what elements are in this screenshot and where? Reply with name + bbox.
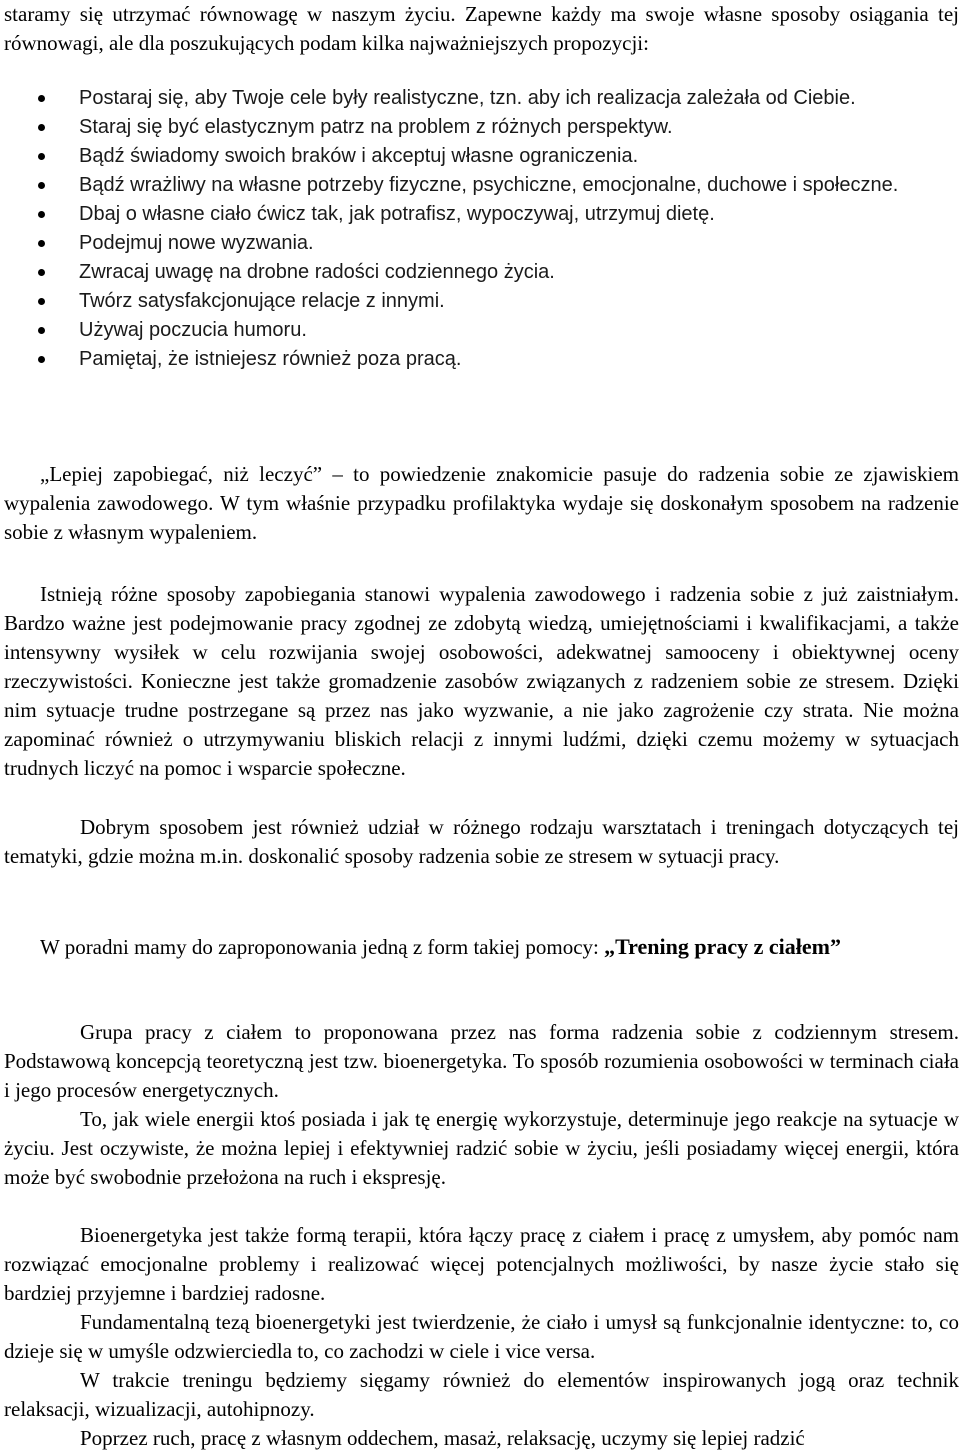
bullet-icon: [38, 211, 45, 218]
list-item: [0, 287, 960, 316]
body-paragraph: Poprzez ruch, pracę z własnym oddechem, masaż, relaksację, uczymy się lepiej radzić: [80, 1426, 805, 1450]
bullet-icon: [38, 153, 45, 160]
list-item: [0, 142, 960, 171]
list-item: [0, 84, 960, 113]
bullet-icon: [38, 298, 45, 305]
list-item: [0, 258, 960, 287]
list-item-text: Używaj poczucia humoru.: [79, 319, 307, 341]
list-item: [0, 345, 960, 374]
tips-list: [0, 84, 960, 374]
methods-paragraph: Istnieją różne sposoby zapobiegania stanowi wypalenia zawodowego i radzenia sobie z już zaistniałym. Bardzo ważne jest podejmowanie pracy zgodnej ze zdobytą wiedzą, umiejętnościami i kwalifikacjami, a także intensywny wysiłek w celu rozwijania swojej osobowości, adekwatnej samooceny i obiektywnej oceny rzeczywistości. Konieczne jest także gromadzenie zasobów związanych z radzeniem sobie ze stresem. Dzięki nim sytuacje trudne postrzegane są przez nas jako wyzwanie, a nie jako zagrożenie czy strata. Nie można zapominać również o utrzymywaniu bliskich relacji z innymi ludźmi, dzięki czemu możemy w sytuacjach trudnych liczyć na pomoc i wsparcie społeczne.: [4, 582, 959, 780]
list-item-text: Staraj się być elastycznym patrz na problem z różnych perspektyw.: [79, 116, 673, 138]
bullet-icon: [38, 269, 45, 276]
list-item: [0, 113, 960, 142]
body-paragraph: Fundamentalną tezą bioenergetyki jest twierdzenie, że ciało i umysł są funkcjonalnie identyczne: to, co dzieje się w umyśle odzwierciedla to, co zachodzi w ciele i vice versa.: [4, 1310, 959, 1363]
list-item: [0, 171, 960, 200]
list-item-text: Bądź wrażliwy na własne potrzeby fizyczne, psychiczne, emocjonalne, duchowe i społeczne.: [79, 174, 899, 196]
list-item-text: Bądź świadomy swoich braków i akceptuj własne ograniczenia.: [79, 145, 639, 167]
body-paragraph: To, jak wiele energii ktoś posiada i jak tę energię wykorzystuje, determinuje jego reakcje na sytuacje w życiu. Jest oczywiste, że można lepiej i efektywniej radzić sobie w życiu, jeśli posiadamy więcej energii, która może być swobodnie przełożona na ruch i ekspresję.: [4, 1107, 959, 1189]
list-item-text: Twórz satysfakcjonujące relacje z innymi.: [79, 290, 445, 312]
bullet-icon: [38, 182, 45, 189]
list-item-text: Pamiętaj, że istniejesz również poza pracą.: [79, 348, 462, 370]
body-paragraph: Bioenergetyka jest także formą terapii, która łączy pracę z ciałem i pracę z umysłem, aby pomóc nam rozwiązać emocjonalne problemy i realizować więcej potencjalnych możliwości, by nasze życie stało się bardziej przyjemne i bardziej radosne.: [4, 1223, 959, 1305]
list-item-text: Dbaj o własne ciało ćwicz tak, jak potrafisz, wypoczywaj, utrzymuj dietę.: [79, 203, 715, 225]
body-paragraph: W trakcie treningu będziemy sięgamy również do elementów inspirowanych jogą oraz technik relaksacji, wizualizacji, autohipnozy.: [4, 1368, 959, 1421]
list-item-text: Zwracaj uwagę na drobne radości codziennego życia.: [79, 261, 555, 283]
list-item: [0, 316, 960, 345]
offer-paragraph: [4, 932, 959, 962]
bullet-icon: [38, 327, 45, 334]
workshops-paragraph: Dobrym sposobem jest również udział w różnego rodzaju warsztatach i treningach dotyczących tej tematyki, gdzie można m.in. doskonalić sposoby radzenia sobie ze stresem w sytuacji pracy.: [4, 815, 959, 868]
list-item: [0, 229, 960, 258]
bullet-icon: [38, 95, 45, 102]
list-item-text: Podejmuj nowe wyzwania.: [79, 232, 314, 254]
bullet-icon: [38, 356, 45, 363]
bullet-icon: [38, 240, 45, 247]
training-title: „Trening pracy z ciałem”: [604, 934, 841, 959]
body-paragraph: Grupa pracy z ciałem to proponowana przez nas forma radzenia sobie z codziennym stresem. Podstawową koncepcją teoretyczną jest tzw. bioenergetyka. To sposób rozumienia osobowości w terminach ciała i jego procesów energetycznych.: [4, 1020, 959, 1102]
intro-paragraph: staramy się utrzymać równowagę w naszym życiu. Zapewne każdy ma swoje własne sposoby osiągania tej równowagi, ale dla poszukujących podam kilka najważniejszych propozycji:: [4, 2, 959, 55]
offer-text: W poradni mamy do zaproponowania jedną z form takiej pomocy:: [40, 935, 605, 959]
bullet-icon: [38, 124, 45, 131]
list-item: [0, 200, 960, 229]
prevention-paragraph: „Lepiej zapobiegać, niż leczyć” – to powiedzenie znakomicie pasuje do radzenia sobie ze zjawiskiem wypalenia zawodowego. W tym właśnie przypadku profilaktyka wydaje się doskonałym sposobem na radzenie sobie z własnym wypaleniem.: [4, 462, 959, 544]
list-item-text: Postaraj się, aby Twoje cele były realistyczne, tzn. aby ich realizacja zależała od Ciebie.: [79, 87, 856, 109]
